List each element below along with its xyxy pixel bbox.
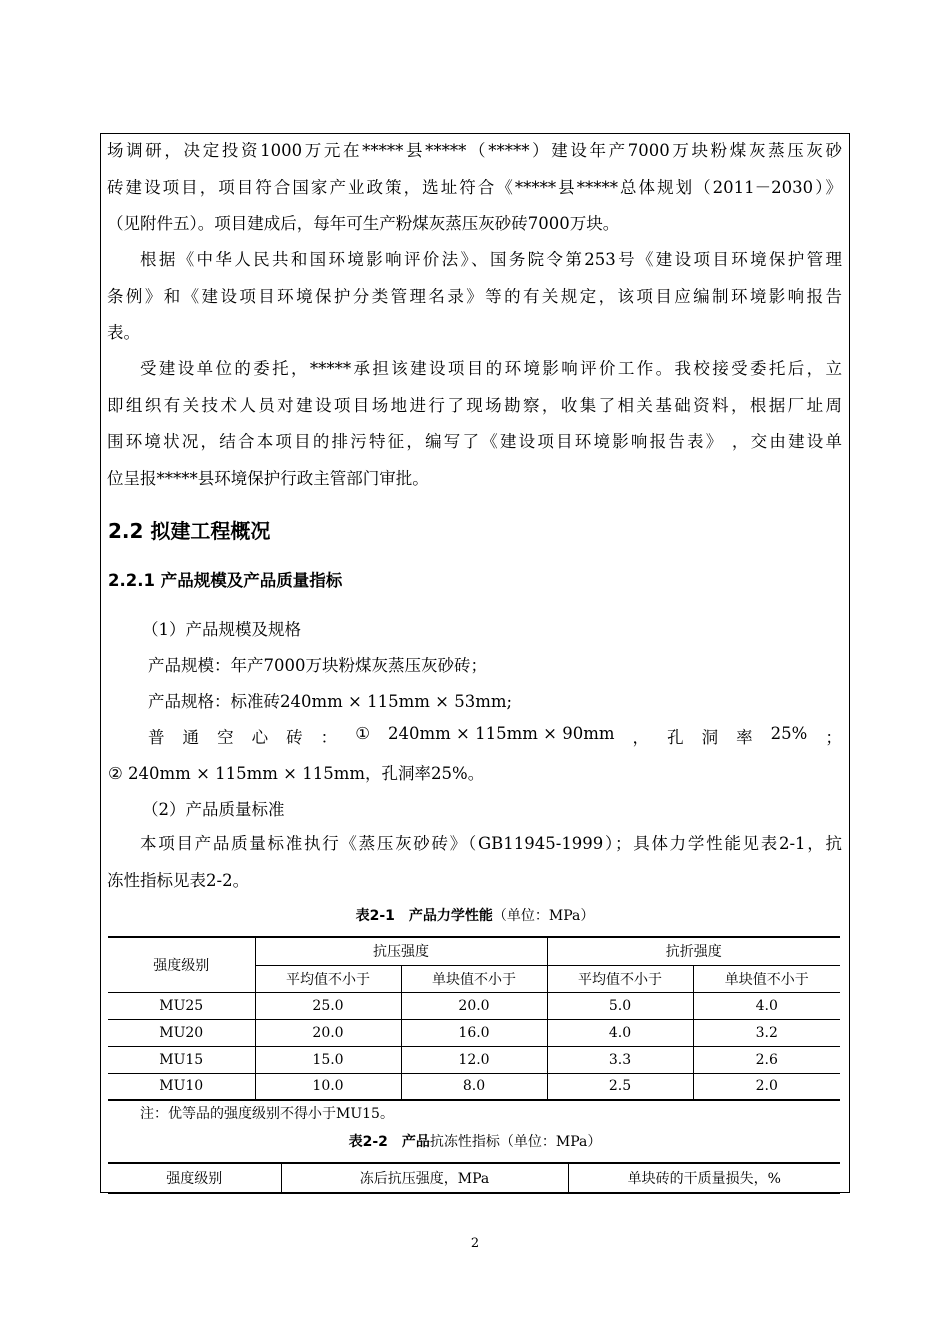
table-cell: 3.3: [547, 1046, 693, 1073]
subsection-heading: 2.2.1 产品规模及产品质量指标: [108, 571, 343, 590]
product-scale-title: （1）产品规模及规格: [142, 620, 301, 639]
table-cell: 20.0: [401, 992, 547, 1019]
intro-paragraph-1: [107, 133, 842, 243]
table-cell: 12.0: [401, 1046, 547, 1073]
hollow-brick-token: 心: [251, 728, 269, 747]
hollow-brick-line: [148, 724, 842, 748]
table-cell: MU25: [108, 992, 255, 1019]
table-2-2: [108, 1162, 840, 1194]
hollow-brick-token: 砖: [286, 728, 303, 747]
subheader-cell: 单块值不小于: [693, 965, 840, 992]
intro-paragraph-3: [107, 351, 842, 497]
subheader-cell: 平均值不小于: [547, 965, 693, 992]
hollow-brick-token: 普: [148, 728, 165, 747]
header-flexural: 抗折强度: [547, 937, 840, 965]
table-row: [108, 992, 840, 1019]
quality-paragraph: [107, 826, 842, 899]
hollow-brick-token: ；: [825, 728, 842, 747]
table-cell: 25.0: [255, 992, 401, 1019]
table-cell: 5.0: [547, 992, 693, 1019]
caption-unit: （单位：MPa）: [492, 908, 595, 924]
product-spec: 产品规格：标准砖240mm × 115mm × 53mm;: [148, 692, 513, 711]
table-cell: 4.0: [547, 1019, 693, 1046]
header-grade: 强度级别: [108, 937, 255, 992]
hollow-brick-line-2: ② 240mm × 115mm × 115mm，孔洞率25%。: [108, 764, 485, 783]
table-row: [108, 1073, 840, 1100]
header-cell: 单块砖的干质量损失，%: [568, 1163, 840, 1193]
table-2-1: [108, 936, 840, 1101]
table-row: [108, 1046, 840, 1073]
table-cell: MU10: [108, 1073, 255, 1100]
table-cell: 2.5: [547, 1073, 693, 1100]
text-line: 根据《中华人民共和国环境影响评价法》、国务院令第253号《建设项目环境保护管理: [140, 250, 842, 269]
hollow-brick-token: 25%: [770, 724, 808, 743]
table-cell: MU20: [108, 1019, 255, 1046]
text-line: 场调研，决定投资1000万元在*****县*****（*****）建设年产7000万块粉煤灰蒸压灰砂: [107, 141, 842, 160]
header-cell: 冻后抗压强度，MPa: [281, 1163, 568, 1193]
caption-title: 表2-1 产品力学性能: [355, 908, 493, 924]
table-cell: 3.2: [693, 1019, 840, 1046]
hollow-brick-token: 洞: [701, 728, 719, 747]
table-row: [108, 1019, 840, 1046]
hollow-brick-token: ：: [320, 728, 338, 747]
table-cell: 2.0: [693, 1073, 840, 1100]
page-number: 2: [470, 1236, 480, 1251]
table-cell: MU15: [108, 1046, 255, 1073]
table-cell: 2.6: [693, 1046, 840, 1073]
table-header-row: [108, 1163, 840, 1193]
intro-paragraph-2: [107, 242, 842, 352]
table-cell: 15.0: [255, 1046, 401, 1073]
quality-title: （2）产品质量标准: [142, 800, 285, 819]
text-line: 即组织有关技术人员对建设项目场地进行了现场勘察，收集了相关基础资料，根据厂址周: [107, 395, 842, 415]
table-2-2-caption: [100, 1131, 850, 1151]
hollow-brick-token: 通: [182, 728, 200, 747]
table-header-row: [108, 937, 840, 965]
table-2-1-caption: [100, 905, 850, 925]
header-compressive: 抗压强度: [255, 937, 547, 965]
table-cell: 16.0: [401, 1019, 547, 1046]
caption-title: 表2-2 产品: [348, 1134, 430, 1150]
subheader-cell: 平均值不小于: [255, 965, 401, 992]
text-line: 位呈报*****县环境保护行政主管部门审批。: [107, 468, 429, 488]
hollow-brick-token: 空: [217, 728, 234, 747]
section-heading: 2.2 拟建工程概况: [108, 519, 271, 543]
caption-rest: 抗冻性指标（单位：MPa）: [429, 1134, 602, 1150]
table-cell: 4.0: [693, 992, 840, 1019]
text-line: 受建设单位的委托，*****承担该建设项目的环境影响评价工作。我校接受委托后，立: [140, 359, 842, 378]
text-line: 表。: [107, 323, 140, 342]
table-cell: 20.0: [255, 1019, 401, 1046]
table-cell: 8.0: [401, 1073, 547, 1100]
subheader-cell: 单块值不小于: [401, 965, 547, 992]
hollow-brick-token: ①: [355, 724, 370, 743]
hollow-brick-token: 率: [736, 728, 753, 747]
text-line: 冻性指标见表2-2。: [107, 870, 250, 890]
text-line: 条例》和《建设项目环境保护分类管理名录》等的有关规定，该项目应编制环境影响报告: [107, 286, 842, 306]
header-cell: 强度级别: [108, 1163, 281, 1193]
text-line: 围环境状况，结合本项目的排污特征，编写了《建设项目环境影响报告表》 ，交由建设单: [107, 432, 842, 451]
text-line: （见附件五）。项目建成后，每年可生产粉煤灰蒸压灰砂砖7000万块。: [107, 214, 620, 233]
hollow-brick-token: 240mm × 115mm × 90mm: [388, 724, 615, 743]
text-line: 砖建设项目，项目符合国家产业政策，选址符合《*****县*****总体规划（2011－2030）》: [107, 177, 842, 197]
text-line: 本项目产品质量标准执行《蒸压灰砂砖》（GB11945-1999）；具体力学性能见表2-1，抗: [140, 834, 842, 853]
hollow-brick-token: 孔: [667, 728, 684, 747]
hollow-brick-token: ，: [632, 728, 650, 747]
table-note: 注：优等品的强度级别不得小于MU15。: [140, 1106, 394, 1122]
product-scale: 产品规模：年产7000万块粉煤灰蒸压灰砂砖；: [148, 656, 487, 675]
table-cell: 10.0: [255, 1073, 401, 1100]
